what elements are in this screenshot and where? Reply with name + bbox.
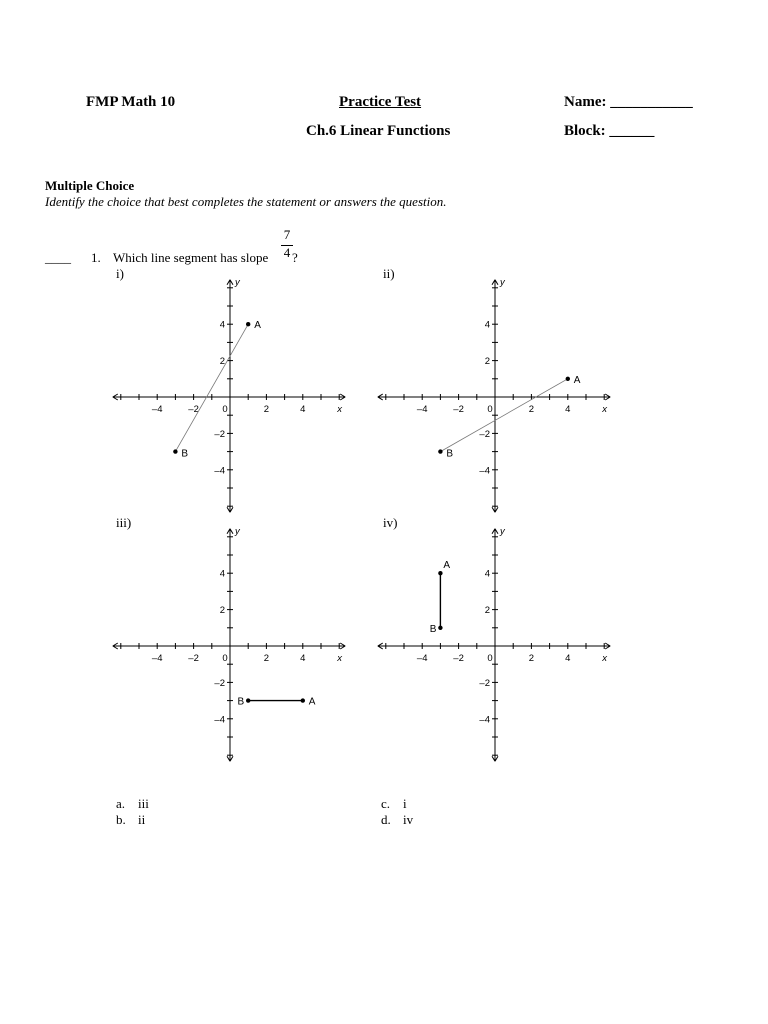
y-tick-label: –2 [214,677,225,689]
choice-d[interactable] [381,812,413,828]
y-tick-label: –2 [479,677,490,689]
x-tick-label: –2 [453,653,464,664]
point-a-label: A [443,560,451,572]
choice-c-letter: c. [381,796,391,811]
x-axis-label: x [337,653,342,664]
x-tick-label: 2 [263,653,270,664]
x-tick-label: –4 [151,653,163,664]
section-instructions: Identify the choice that best completes the statement or answers the question. [45,194,447,209]
choice-c-text: i [403,796,407,811]
x-axis-label: x [602,404,607,415]
choice-d-letter: d. [381,812,391,827]
choice-c[interactable] [381,796,407,812]
x-tick-label: –2 [188,404,199,415]
point-b-label: B [429,623,437,635]
x-tick-label: 0 [487,404,493,415]
x-tick-label: 2 [528,404,535,415]
x-tick-label: 0 [222,653,228,664]
y-tick-label: –4 [214,714,225,726]
choice-b-text: ii [138,812,146,827]
x-tick-label: –2 [188,653,199,664]
graph-label-iii: iii) [116,515,132,530]
slope-numerator: 7 [283,227,291,242]
y-tick-label: –4 [479,465,490,477]
point-a-label: A [254,320,261,332]
graph-label-ii: ii) [383,266,395,281]
x-tick-label: 2 [263,404,270,415]
y-tick-label: 2 [484,605,490,617]
x-tick-label: –4 [151,404,163,415]
graph-label-iv: iv) [383,515,398,530]
x-tick-label: –4 [416,653,428,664]
point-a [438,571,442,575]
y-tick-label: –4 [479,714,490,726]
y-tick-label: 2 [219,605,225,617]
y-tick-label: 4 [484,568,490,580]
y-tick-label: 4 [484,319,490,331]
x-tick-label: 4 [300,653,306,664]
x-tick-label: 4 [565,653,571,664]
y-tick-label: 4 [219,319,225,331]
y-tick-label: –2 [479,428,490,440]
y-tick-label: 2 [484,356,490,368]
x-axis-label: x [337,404,342,415]
choice-d-text: iv [403,812,414,827]
chapter-title: Ch.6 Linear Functions [306,123,451,139]
block-blank[interactable]: ______ [609,123,655,139]
y-tick-label: –2 [214,428,225,440]
x-tick-label: –4 [416,404,428,415]
point-b [438,626,442,630]
point-b-label: B [446,448,454,460]
choice-a-text: iii [138,796,149,811]
x-tick-label: 0 [487,653,493,664]
y-axis-label: y [235,525,240,537]
question-text: Which line segment has slope [113,250,269,265]
x-tick-label: 0 [222,404,228,415]
choice-b-letter: b. [116,812,126,827]
x-axis-label: x [602,653,607,664]
y-tick-label: 4 [219,568,225,580]
answer-blank[interactable]: ____ [45,250,71,265]
choice-a[interactable] [116,796,149,812]
slope-denominator: 4 [283,245,291,260]
test-title: Practice Test [339,94,422,110]
x-tick-label: 4 [565,404,571,415]
choice-b[interactable] [116,812,145,828]
name-label: Name: [564,94,607,110]
point-a-label: A [573,374,581,386]
y-tick-label: 2 [219,356,225,368]
question-number: 1. [91,250,101,265]
block-label: Block: [564,123,606,139]
y-axis-label: y [235,276,240,288]
x-tick-label: 2 [528,653,535,664]
graph-label-i: i) [116,266,124,281]
x-tick-label: –2 [453,404,464,415]
y-axis-label: y [500,525,505,537]
section-title: Multiple Choice [45,178,135,193]
y-axis-label: y [500,276,505,288]
name-blank[interactable]: ___________ [610,94,693,110]
question-mark: ? [292,250,298,265]
course-title: FMP Math 10 [86,94,176,110]
point-b-label: B [237,696,245,708]
x-tick-label: 4 [300,404,306,415]
point-a-label: A [308,696,316,708]
choice-a-letter: a. [116,796,126,811]
point-b-label: B [181,448,189,460]
y-tick-label: –4 [214,465,225,477]
